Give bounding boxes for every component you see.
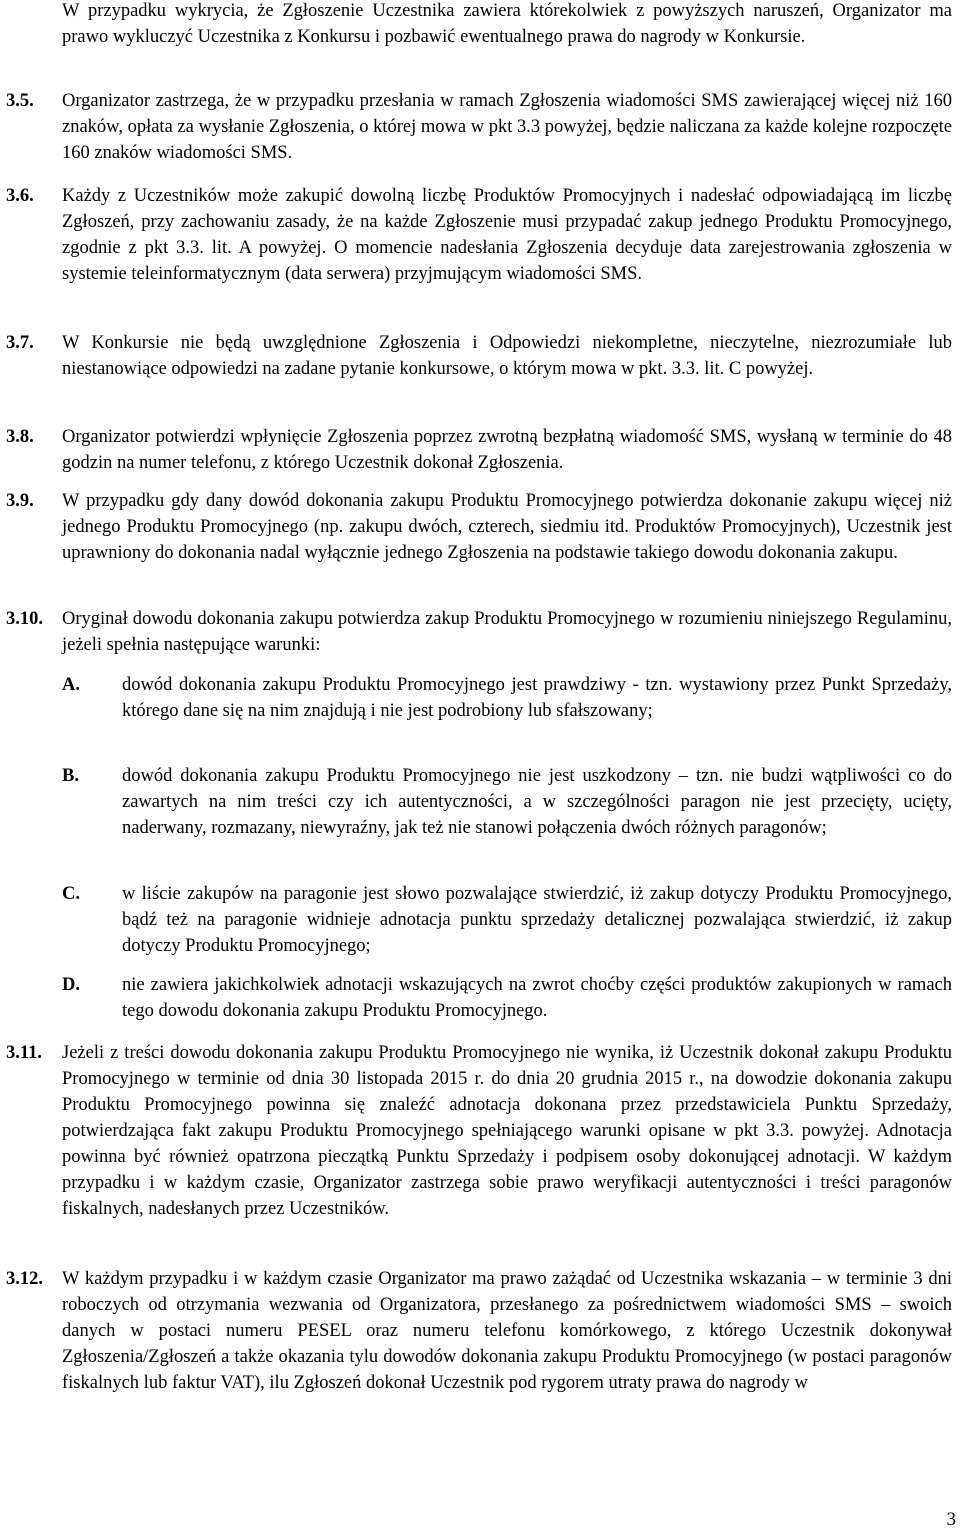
section-3-6: [6, 183, 952, 287]
section-text: Jeżeli z treści dowodu dokonania zakupu Produktu Promocyjnego nie wynika, iż Uczestnik dokonał zakupu Produktu Promocyjnego w terminie od dnia 30 listopada 2015 r. do dnia 20 grudnia 2015 r., na dowodzie dokonania zakupu Produktu Promocyjnego powinna się znaleźć adnotacja dokonana przez przedstawiciela Punktu Sprzedaży, potwierdzająca fakt zakupu Produktu Promocyjnego spełniającego warunki opisane w pkt 3.3. powyżej. Adnotacja powinna być również opatrzona pieczątką Punktu Sprzedaży i podpisem osoby dokonującej adnotacji. W każdym przypadku i w każdym czasie, Organizator zastrzega sobie prawo weryfikacji autentyczności i treści paragonów fiskalnych, nadesłanych przez Uczestników.: [62, 1043, 952, 1219]
section-number: 3.12.: [6, 1269, 43, 1289]
section-3-8: [6, 424, 952, 476]
condition-letter: C.: [62, 884, 80, 904]
section-number: 3.8.: [6, 427, 34, 447]
section-number: 3.9.: [6, 491, 34, 511]
condition-a: [62, 672, 952, 724]
condition-text: dowód dokonania zakupu Produktu Promocyjnego jest prawdziwy - tzn. wystawiony przez Punkt Sprzedaży, którego dane się na nim znajdują i nie jest podrobiony lub sfałszowany;: [122, 675, 952, 721]
section-text: Organizator zastrzega, że w przypadku przesłania w ramach Zgłoszenia wiadomości SMS zawierającej więcej niż 160 znaków, opłata za wysłanie Zgłoszenia, o której mowa w pkt 3.3 powyżej, będzie naliczana za każde kolejne rozpoczęte 160 znaków wiadomości SMS.: [62, 91, 953, 163]
condition-text: w liście zakupów na paragonie jest słowo pozwalające stwierdzić, iż zakup dotyczy Produktu Promocyjnego, bądź też na paragonie widnieje adnotacja punktu sprzedaży detalicznej pozwalająca stwierdzić, iż zakup dotyczy Produktu Promocyjnego;: [122, 884, 952, 956]
section-3-12: [6, 1266, 952, 1396]
section-3-5: [6, 88, 952, 166]
section-text: Każdy z Uczestników może zakupić dowolną liczbę Produktów Promocyjnych i nadesłać odpowiadającą im liczbę Zgłoszeń, przy zachowaniu zasady, że na każde Zgłoszenie musi przypadać zakup jednego Produktu Promocyjnego, zgodnie z pkt 3.3. lit. A powyżej. O momencie nadesłania Zgłoszenia decyduje data zarejestrowania zgłoszenia w systemie teleinformatycznym (data serwera) przyjmującym wiadomości SMS.: [62, 186, 952, 284]
condition-c: [62, 881, 952, 959]
section-number: 3.11.: [6, 1043, 42, 1063]
section-text: W przypadku gdy dany dowód dokonania zakupu Produktu Promocyjnego potwierdza dokonanie zakupu więcej niż jednego Produktu Promocyjnego (np. zakupu dwóch, czterech, siedmiu itd. Produktów Promocyjnych), Uczestnik jest uprawniony do dokonania nadal wyłącznie jednego Zgłoszenia na podstawie takiego dowodu dokonania zakupu.: [62, 491, 952, 563]
section-text: Organizator potwierdzi wpłynięcie Zgłoszenia poprzez zwrotną bezpłatną wiadomość SMS, wysłaną w terminie do 48 godzin na numer telefonu, z którego Uczestnik dokonał Zgłoszenia.: [62, 427, 952, 473]
condition-letter: D.: [62, 975, 80, 995]
section-text: W każdym przypadku i w każdym czasie Organizator ma prawo zażądać od Uczestnika wskazania – w terminie 3 dni roboczych od otrzymania wezwania od Organizatora, przesłanego za pośrednictwem wiadomości SMS – swoich danych w postaci numeru PESEL oraz numeru telefonu komórkowego, z którego Uczestnik dokonywał Zgłoszenia/Zgłoszeń a także okazania tylu dowodów dokonania zakupu Produktu Promocyjnego (w postaci paragonów fiskalnych lub faktur VAT), ilu Zgłoszeń dokonał Uczestnik pod rygorem utraty prawa do nagrody w: [62, 1269, 952, 1393]
page-number: 3: [946, 1509, 956, 1530]
condition-letter: A.: [62, 675, 80, 695]
section-3-10: [6, 606, 952, 658]
section-number: 3.10.: [6, 609, 43, 629]
section-number: 3.5.: [6, 91, 34, 111]
condition-text: dowód dokonania zakupu Produktu Promocyjnego nie jest uszkodzony – tzn. nie budzi wątpliwości co do zawartych na nim treści czy ich autentyczności, a w szczególności paragon nie jest przecięty, ucięty, naderwany, rozmazany, niewyraźny, jak też nie stanowi połączenia dwóch różnych paragonów;: [122, 766, 952, 838]
section-3-11: [6, 1040, 952, 1222]
intro-paragraph: W przypadku wykrycia, że Zgłoszenie Uczestnika zawiera którekolwiek z powyższych naruszeń, Organizator ma prawo wykluczyć Uczestnika z Konkursu i pozbawić ewentualnego prawa do nagrody w Konkursie.: [62, 1, 952, 47]
section-number: 3.7.: [6, 333, 34, 353]
section-number: 3.6.: [6, 186, 34, 206]
condition-b: [62, 763, 952, 841]
condition-letter: B.: [62, 766, 79, 786]
section-3-9: [6, 488, 952, 566]
condition-d: [62, 972, 952, 1024]
section-text: Oryginał dowodu dokonania zakupu potwierdza zakup Produktu Promocyjnego w rozumieniu niniejszego Regulaminu, jeżeli spełnia następujące warunki:: [62, 609, 952, 655]
section-text: W Konkursie nie będą uwzględnione Zgłoszenia i Odpowiedzi niekompletne, nieczytelne, niezrozumiałe lub niestanowiące odpowiedzi na zadane pytanie konkursowe, o którym mowa w pkt. 3.3. lit. C powyżej.: [62, 333, 952, 379]
condition-text: nie zawiera jakichkolwiek adnotacji wskazujących na zwrot choćby części produktów zakupionych w ramach tego dowodu dokonania zakupu Produktu Promocyjnego.: [122, 975, 952, 1021]
section-3-7: [6, 330, 952, 382]
